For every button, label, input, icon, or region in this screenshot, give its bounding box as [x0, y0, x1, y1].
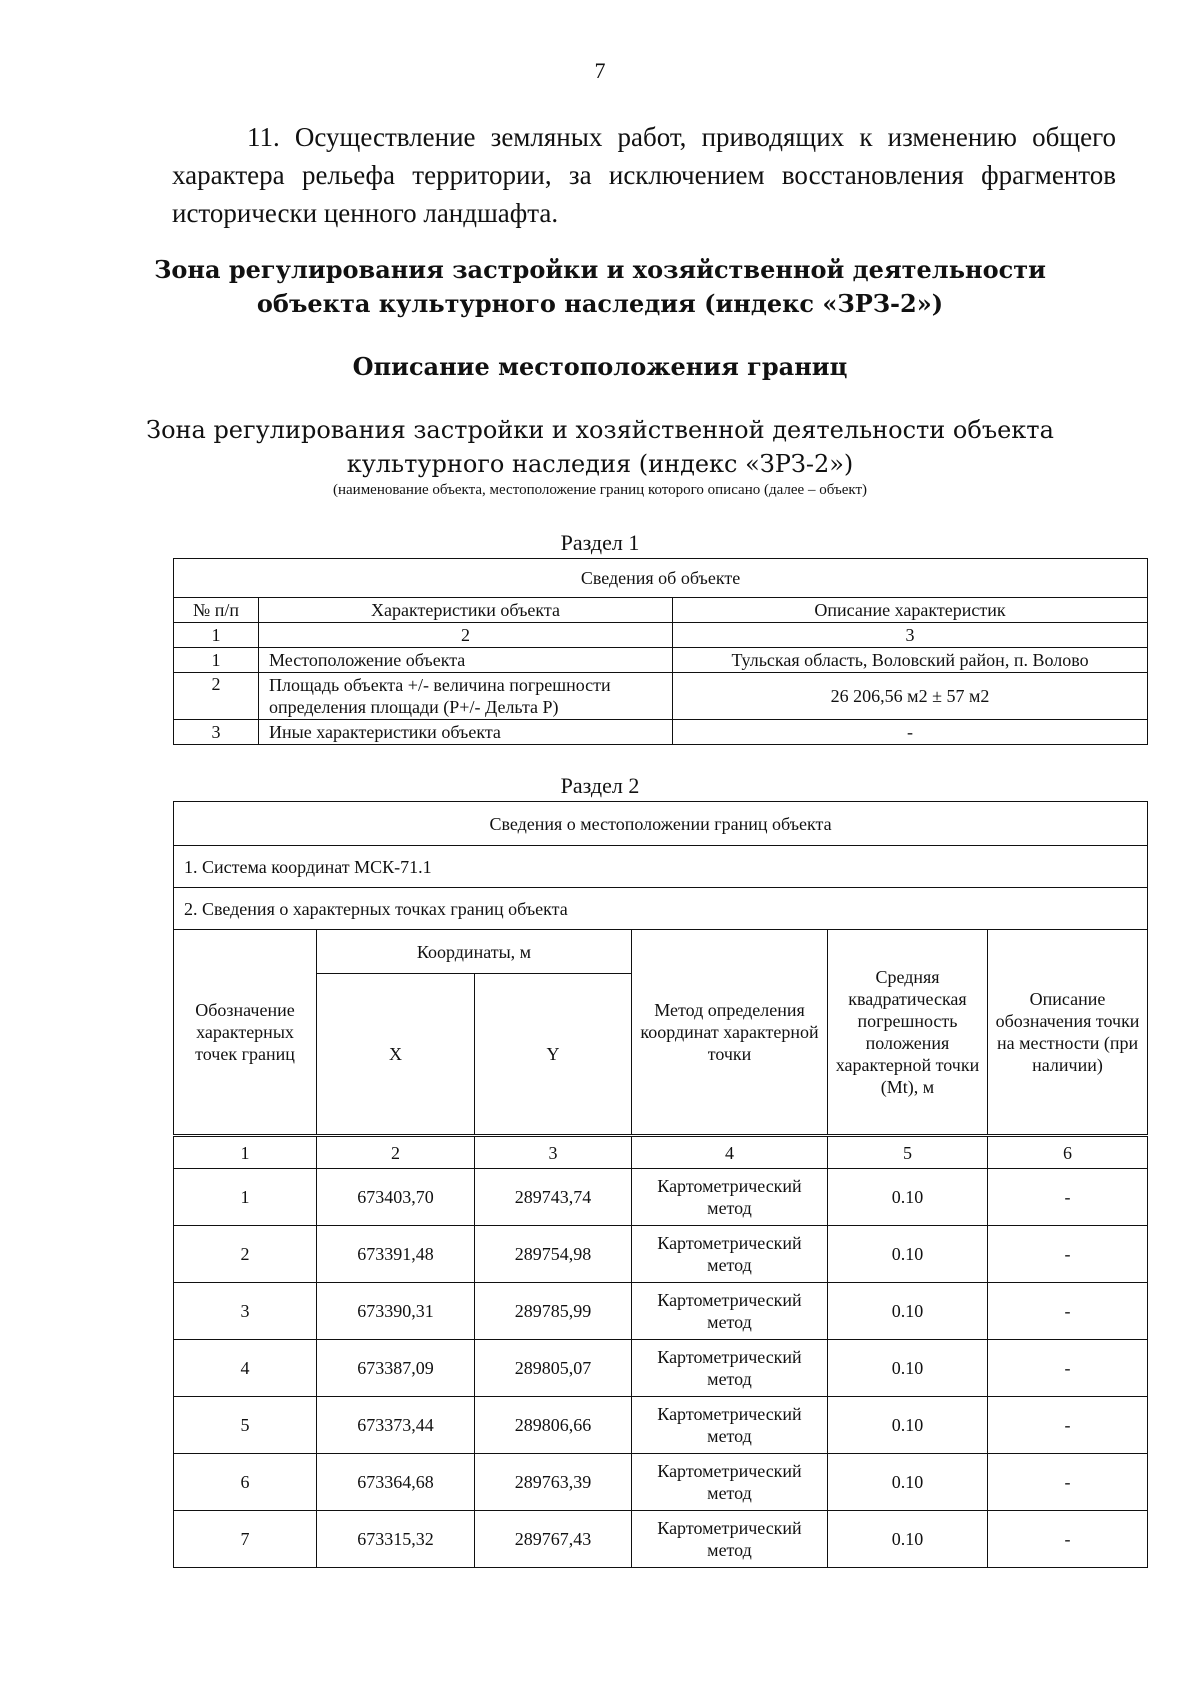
- point-description: -: [988, 1340, 1148, 1397]
- table-title: Сведения об объекте: [174, 559, 1148, 598]
- zone-title-line-1: Зона регулирования застройки и хозяйственной деятельности: [154, 255, 1046, 284]
- point-y: 289763,39: [475, 1454, 632, 1511]
- characteristic-cell: Площадь объекта +/- величина погрешности определения площади (P+/- Дельта P): [259, 673, 673, 720]
- point-description: -: [988, 1397, 1148, 1454]
- object-caption: (наименование объекта, местоположение границ которого описано (далее – объект): [332, 482, 868, 498]
- point-method: Картометрический метод: [632, 1511, 828, 1568]
- object-name-line-1: Зона регулирования застройки и хозяйственной деятельности объекта: [146, 416, 1054, 444]
- header-point-designation: Обозначение характерных точек границ: [174, 930, 317, 1136]
- column-header: № п/п: [174, 598, 259, 623]
- characteristic-cell: Местоположение объекта: [259, 648, 673, 673]
- column-number: 3: [475, 1136, 632, 1169]
- point-error: 0.10: [828, 1340, 988, 1397]
- description-title: Описание местоположения границ: [352, 352, 848, 381]
- object-name: [100, 413, 1100, 481]
- point-method: Картометрический метод: [632, 1169, 828, 1226]
- object-name-line-2: культурного наследия (индекс «ЗРЗ-2»): [346, 450, 854, 478]
- point-x: 673403,70: [317, 1169, 475, 1226]
- points-title: 2. Сведения о характерных точках границ объекта: [174, 888, 1148, 930]
- column-number: 6: [988, 1136, 1148, 1169]
- point-method: Картометрический метод: [632, 1226, 828, 1283]
- section-1-label: Раздел 1: [560, 530, 640, 555]
- point-error: 0.10: [828, 1454, 988, 1511]
- object-info-table: [173, 558, 1148, 745]
- point-error: 0.10: [828, 1169, 988, 1226]
- row-number: 1: [174, 648, 259, 673]
- row-number: 2: [174, 673, 259, 720]
- point-id: 6: [174, 1454, 317, 1511]
- header-x: X: [317, 974, 475, 1136]
- column-number: 2: [317, 1136, 475, 1169]
- column-number: 5: [828, 1136, 988, 1169]
- point-y: 289805,07: [475, 1340, 632, 1397]
- point-y: 289743,74: [475, 1169, 632, 1226]
- characteristic-cell: Иные характеристики объекта: [259, 720, 673, 745]
- point-error: 0.10: [828, 1283, 988, 1340]
- table-row: [174, 1169, 1148, 1226]
- point-x: 673387,09: [317, 1340, 475, 1397]
- zone-title: [100, 253, 1100, 321]
- table-row: [174, 1511, 1148, 1568]
- column-header: Описание характеристик: [673, 598, 1148, 623]
- table-row: [174, 673, 1148, 720]
- point-error: 0.10: [828, 1397, 988, 1454]
- table-row: [174, 1283, 1148, 1340]
- page-number: 7: [594, 58, 606, 83]
- point-id: 7: [174, 1511, 317, 1568]
- point-error: 0.10: [828, 1226, 988, 1283]
- table-row: [174, 1226, 1148, 1283]
- column-header: Характеристики объекта: [259, 598, 673, 623]
- point-description: -: [988, 1283, 1148, 1340]
- point-id: 3: [174, 1283, 317, 1340]
- column-number: 3: [673, 623, 1148, 648]
- table-row: [174, 1397, 1148, 1454]
- column-number: 1: [174, 1136, 317, 1169]
- table-row: [174, 648, 1148, 673]
- point-x: 673364,68: [317, 1454, 475, 1511]
- header-error: Средняя квадратическая погрешность положения характерной точки (Mt), м: [828, 930, 988, 1136]
- table-row: [174, 1454, 1148, 1511]
- description-cell: 26 206,56 м2 ± 57 м2: [673, 673, 1148, 720]
- header-method: Метод определения координат характерной точки: [632, 930, 828, 1136]
- point-y: 289767,43: [475, 1511, 632, 1568]
- point-id: 1: [174, 1169, 317, 1226]
- point-id: 5: [174, 1397, 317, 1454]
- description-cell: Тульская область, Воловский район, п. Волово: [673, 648, 1148, 673]
- zone-title-line-2: объекта культурного наследия (индекс «ЗРЗ-2»): [256, 289, 944, 318]
- section-2-label: Раздел 2: [560, 773, 640, 798]
- point-x: 673390,31: [317, 1283, 475, 1340]
- row-number: 3: [174, 720, 259, 745]
- point-x: 673315,32: [317, 1511, 475, 1568]
- column-number: 4: [632, 1136, 828, 1169]
- header-description: Описание обозначения точки на местности (при наличии): [988, 930, 1148, 1136]
- table-title: Сведения о местоположении границ объекта: [174, 802, 1148, 846]
- point-method: Картометрический метод: [632, 1340, 828, 1397]
- table-row: [174, 1340, 1148, 1397]
- point-description: -: [988, 1511, 1148, 1568]
- point-id: 4: [174, 1340, 317, 1397]
- description-cell: -: [673, 720, 1148, 745]
- point-x: 673373,44: [317, 1397, 475, 1454]
- point-y: 289754,98: [475, 1226, 632, 1283]
- coordinate-system: 1. Система координат МСК-71.1: [174, 846, 1148, 888]
- column-number: 1: [174, 623, 259, 648]
- point-y: 289806,66: [475, 1397, 632, 1454]
- header-coordinates: Координаты, м: [317, 930, 632, 974]
- paragraph-item-11: 11. Осуществление земляных работ, приводящих к изменению общего характера рельефа территории, за исключением восстановления фрагментов исторически ценного ландшафта.: [172, 122, 1116, 228]
- table-row: [174, 720, 1148, 745]
- point-method: Картометрический метод: [632, 1283, 828, 1340]
- point-description: -: [988, 1454, 1148, 1511]
- column-number: 2: [259, 623, 673, 648]
- boundary-points-table: [173, 801, 1148, 1568]
- point-method: Картометрический метод: [632, 1454, 828, 1511]
- point-x: 673391,48: [317, 1226, 475, 1283]
- point-description: -: [988, 1226, 1148, 1283]
- point-method: Картометрический метод: [632, 1397, 828, 1454]
- point-description: -: [988, 1169, 1148, 1226]
- point-id: 2: [174, 1226, 317, 1283]
- header-y: Y: [475, 974, 632, 1136]
- point-error: 0.10: [828, 1511, 988, 1568]
- point-y: 289785,99: [475, 1283, 632, 1340]
